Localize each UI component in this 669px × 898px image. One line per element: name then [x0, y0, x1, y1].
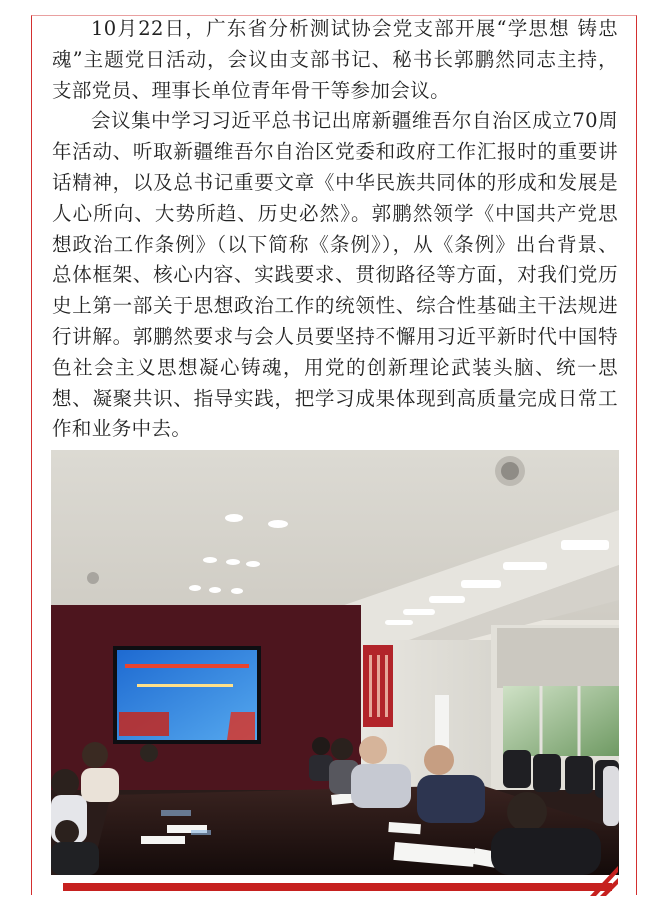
meeting-photo [51, 450, 619, 875]
article-body [52, 14, 618, 445]
article-paragraph-1: 10月22日，广东省分析测试协会党支部开展“学思想 铸忠魂”主题党日活动，会议由支部书记、秘书长郭鹏然同志主持，支部党员、理事长单位青年骨干等参加会议。 [52, 17, 618, 102]
bottom-red-bar [63, 883, 612, 891]
corner-stripe-icon [578, 860, 618, 896]
meeting-photo-illustration [51, 450, 619, 875]
article-paragraph-2: 会议集中学习习近平总书记出席新疆维吾尔自治区成立70周年活动、听取新疆维吾尔自治区党委和政府工作汇报时的重要讲话精神，以及总书记重要文章《中华民族共同体的形成和发展是人心所向、大势所趋、历史必然》。郭鹏然领学《中国共产党思想政治工作条例》（以下简称《条例》），从《条例》出台背景、总体框架、核心内容、实践要求、贯彻路径等方面，对我们党历史上第一部关于思想政治工作的统领性、综合性基础主干法规进行讲解。郭鹏然要求与会人员要坚持不懈用习近平新时代中国特色社会主义思想凝心铸魂，用党的创新理论武装头脑、统一思想、凝聚共识、指导实践，把学习成果体现到高质量完成日常工作和业务中去。 [52, 109, 618, 441]
